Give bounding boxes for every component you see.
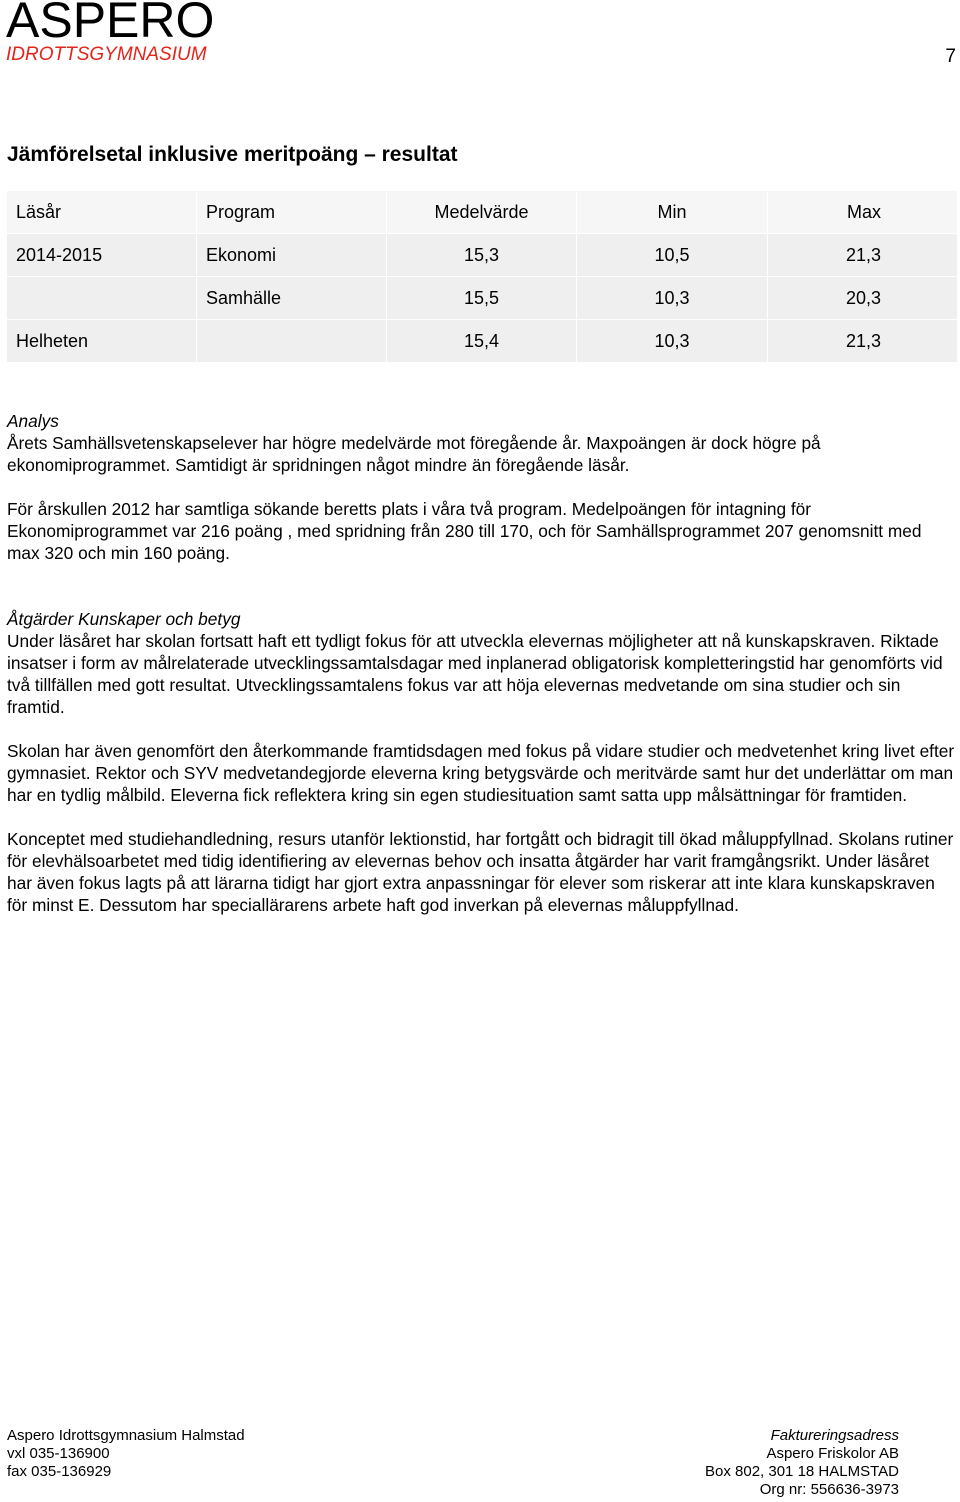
analysis-heading: Analys <box>7 411 59 431</box>
measures-heading: Åtgärder Kunskaper och betyg <box>7 609 241 629</box>
brand-name: ASPERO <box>6 0 215 48</box>
measures-paragraph: Konceptet med studiehandledning, resurs utanför lektionstid, har fortgått och bidragit till ökad måluppfyllnad. Skolans rutiner för elevhälsoarbetet med tidig identifiering av elevernas behov och insatta åtgärder har varit framgångsrikt. Under läsåret har även fokus lagts på att lärarna tidigt har gjort extra anpassningar för elever som riskerar att inte klara kunskapskraven för minst E. Dessutom har speciallärarens arbete haft god inverkan på elevernas måluppfyllnad. <box>7 829 954 915</box>
table-cell: Helheten <box>7 320 197 363</box>
column-header: Program <box>197 191 387 234</box>
body-text <box>7 410 955 916</box>
analysis-paragraph: Årets Samhällsvetenskapselever har högre medelvärde mot föregående år. Maxpoängen är dock högre på ekonomiprogrammet. Samtidigt är spridningen något mindre än föregående läsår. <box>7 433 821 475</box>
table-cell: 21,3 <box>768 234 958 277</box>
analysis-paragraph: För årskullen 2012 har samtliga sökande beretts plats i våra två program. Medelpoängen för intagning för Ekonomiprogrammet var 216 poäng , med spridning från 280 till 170, och för Samhällsprogrammet 207 genomsnitt med max 320 och min 160 poäng. <box>7 499 922 563</box>
footer-phone: vxl 035-136900 <box>7 1445 110 1462</box>
table-cell: 20,3 <box>768 277 958 320</box>
footer-org-number: Org nr: 556636-3973 <box>759 1481 899 1498</box>
column-header: Max <box>768 191 958 234</box>
table-cell: 10,3 <box>577 320 768 363</box>
table-header-row <box>7 191 958 234</box>
table-cell: 15,3 <box>387 234 577 277</box>
footer-company: Aspero Friskolor AB <box>766 1445 899 1462</box>
table-cell: 10,5 <box>577 234 768 277</box>
footer-fax: fax 035-136929 <box>7 1463 112 1480</box>
footer-address: Box 802, 301 18 HALMSTAD <box>705 1463 899 1480</box>
page-number: 7 <box>945 46 956 67</box>
results-table <box>6 190 958 363</box>
measures-paragraph: Under läsåret har skolan fortsatt haft ett tydligt fokus för att utveckla elevernas möjligheter att nå kunskapskraven. Riktade insatser i form av målrelaterade utvecklingssamtalsdagar med inplanerad obligatorisk kompletteringstid har genomförts vid två tillfällen med gott resultat. Utvecklingssamtalens fokus var att höja elevernas medvetande om sina studier och sin framtid. <box>7 631 943 717</box>
brand-subtitle: IDROTTSGYMNASIUM <box>6 44 207 65</box>
brand-logo <box>6 0 214 66</box>
table-cell <box>197 320 387 363</box>
table-cell: Samhälle <box>197 277 387 320</box>
footer-billing <box>705 1427 899 1499</box>
column-header: Medelvärde <box>387 191 577 234</box>
table-row <box>7 277 958 320</box>
table-cell: 21,3 <box>768 320 958 363</box>
table-cell: 15,4 <box>387 320 577 363</box>
footer-billing-heading: Faktureringsadress <box>770 1427 899 1444</box>
table-cell: Ekonomi <box>197 234 387 277</box>
table-cell: 2014-2015 <box>7 234 197 277</box>
table-cell: 15,5 <box>387 277 577 320</box>
footer-contact <box>7 1427 245 1481</box>
table-row <box>7 320 958 363</box>
table-row <box>7 234 958 277</box>
table-cell <box>7 277 197 320</box>
section-title: Jämförelsetal inklusive meritpoäng – resultat <box>7 143 458 166</box>
column-header: Min <box>577 191 768 234</box>
column-header: Läsår <box>7 191 197 234</box>
footer-school-name: Aspero Idrottsgymnasium Halmstad <box>7 1427 245 1444</box>
table-cell: 10,3 <box>577 277 768 320</box>
measures-paragraph: Skolan har även genomfört den återkommande framtidsdagen med fokus på vidare studier och medvetenhet kring livet efter gymnasiet. Rektor och SYV medvetandegjorde eleverna kring betygsvärde och meritvärde samt hur det underlättar om man har en tydlig målbild. Eleverna fick reflektera kring sin egen studiesituation samt satta upp målsättningar för framtiden. <box>7 741 955 805</box>
